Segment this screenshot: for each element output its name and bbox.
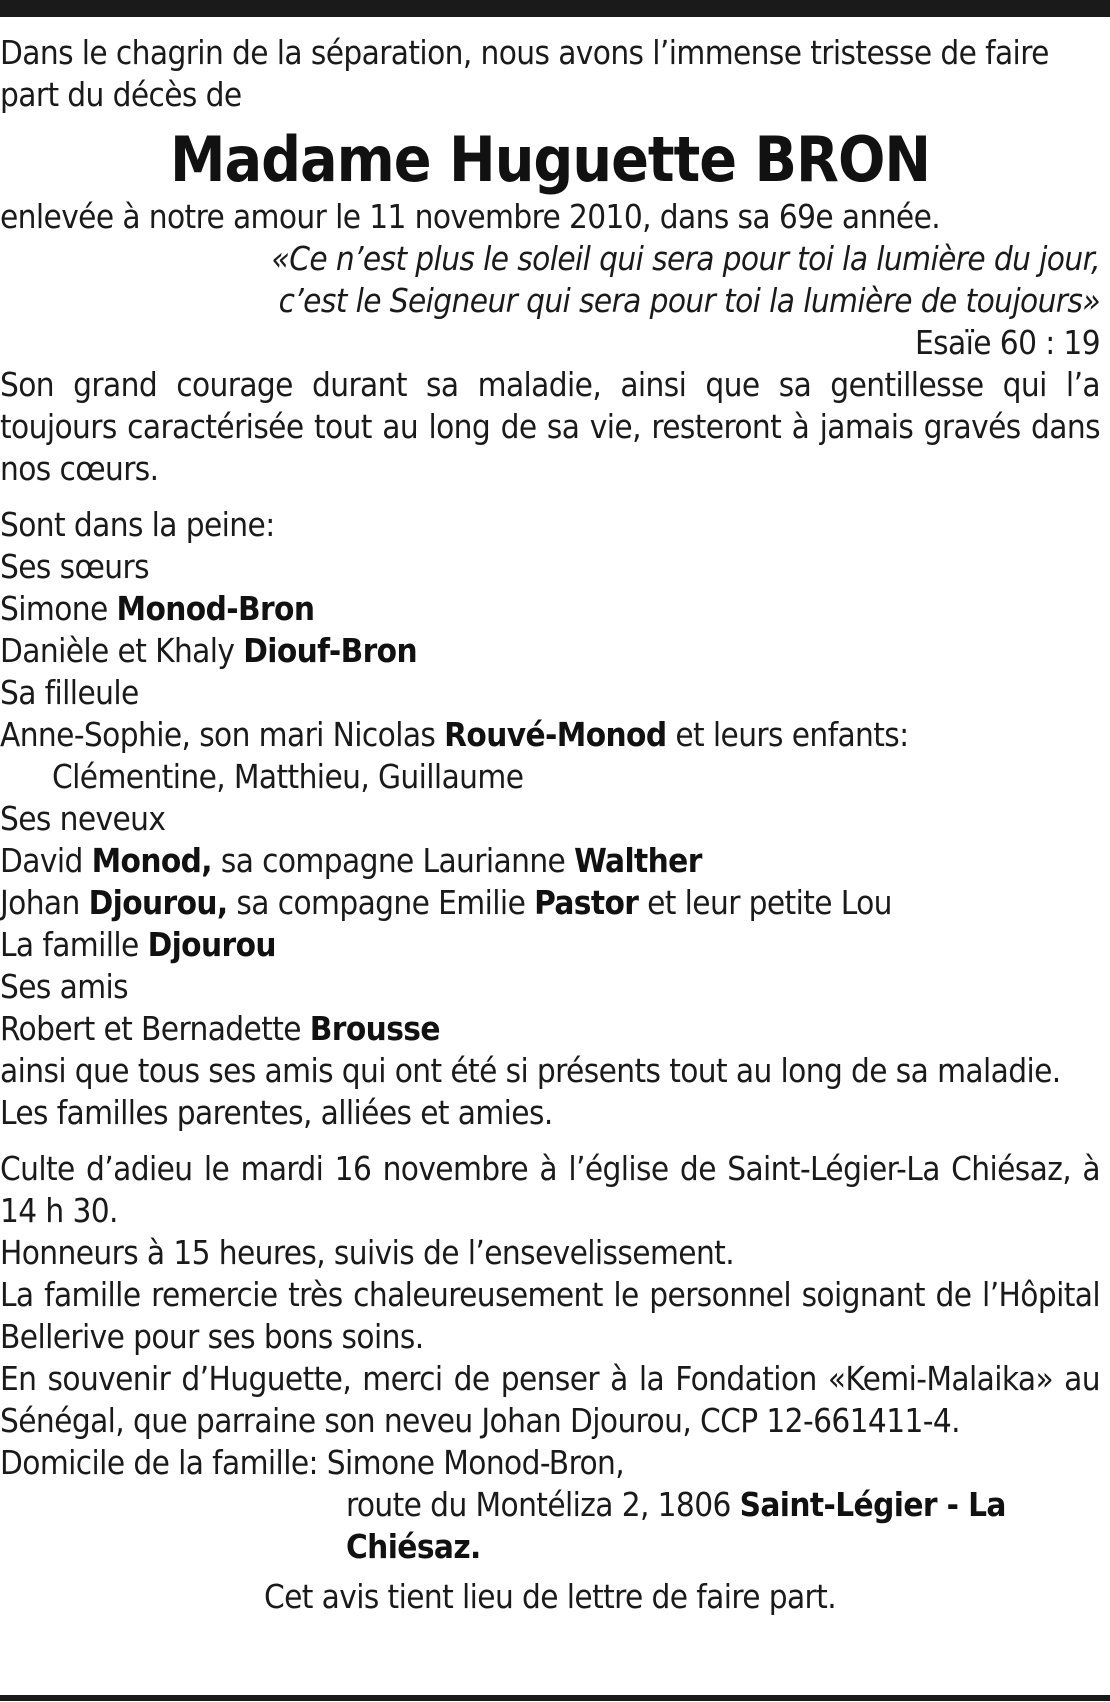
list-item: Anne-Sophie, son mari Nicolas Rouvé-Monod et leurs enfants: (0, 715, 909, 754)
quote-line-2: c’est le Seigneur qui sera pour toi la lumière de toujours» (278, 281, 1100, 320)
honours-details: Honneurs à 15 heures, suivis de l’ensevelissement. (0, 1233, 735, 1272)
relatives-text: Les familles parentes, alliées et amies. (0, 1093, 553, 1132)
closing-note: Cet avis tient lieu de lettre de faire part. (263, 1577, 837, 1616)
mourners-heading: Sont dans la peine: (0, 505, 275, 544)
quote-line-1: «Ce n’est plus le soleil qui sera pour toi la lumière du jour, (271, 239, 1100, 278)
list-item: Danièle et Khaly Diouf-Bron (0, 631, 418, 670)
children-names: Clémentine, Matthieu, Guillaume (52, 757, 524, 796)
donation-text: En souvenir d’Huguette, merci de penser à la Fondation «Kemi-Malaika» au Sénégal, que parraine son neveu Johan Djourou, CCP 12-661411-4. (0, 1359, 1100, 1440)
service-details: Culte d’adieu le mardi 16 novembre à l’église de Saint-Légier-La Chiésaz, à 14 h 30. (0, 1149, 1100, 1230)
friends-label: Ses amis (0, 967, 129, 1006)
death-line: enlevée à notre amour le 11 novembre 2010, dans sa 69e année. (0, 197, 941, 236)
domicile-label: Domicile de la famille: Simone Monod-Bron, (0, 1443, 625, 1482)
tribute-text: Son grand courage durant sa maladie, ainsi que sa gentillesse qui l’a toujours caractérisée tout au long de sa vie, resteront à jamais gravés dans nos cœurs. (0, 365, 1100, 488)
scripture-quote (0, 238, 1100, 364)
list-item: David Monod, sa compagne Laurianne Walther (0, 841, 702, 880)
mourners-list (0, 504, 1100, 1134)
all-friends-text: ainsi que tous ses amis qui ont été si présents tout au long de sa maladie. (0, 1051, 1061, 1090)
top-rule (0, 0, 1110, 17)
notice-body (0, 32, 1100, 1618)
thanks-text: La famille remercie très chaleureusement le personnel soignant de l’Hôpital Bellerive pour ses bons soins. (0, 1275, 1100, 1356)
arrangements (0, 1148, 1100, 1568)
intro-text: Dans le chagrin de la séparation, nous avons l’immense tristesse de faire part du décès de (0, 33, 1049, 114)
deceased-name: Madame Huguette BRON (169, 123, 931, 196)
list-item: Robert et Bernadette Brousse (0, 1009, 440, 1048)
list-item: La famille Djourou (0, 925, 276, 964)
sisters-label: Ses sœurs (0, 547, 149, 586)
list-item: Simone Monod-Bron (0, 589, 315, 628)
nephews-label: Ses neveux (0, 799, 166, 838)
quote-reference: Esaïe 60 : 19 (915, 323, 1100, 362)
bottom-rule (0, 1695, 1110, 1701)
family-address: route du Montéliza 2, 1806 Saint-Légier - La Chiésaz. (346, 1485, 1006, 1566)
list-item: Johan Djourou, sa compagne Emilie Pastor et leur petite Lou (0, 883, 892, 922)
goddaughter-label: Sa filleule (0, 673, 139, 712)
